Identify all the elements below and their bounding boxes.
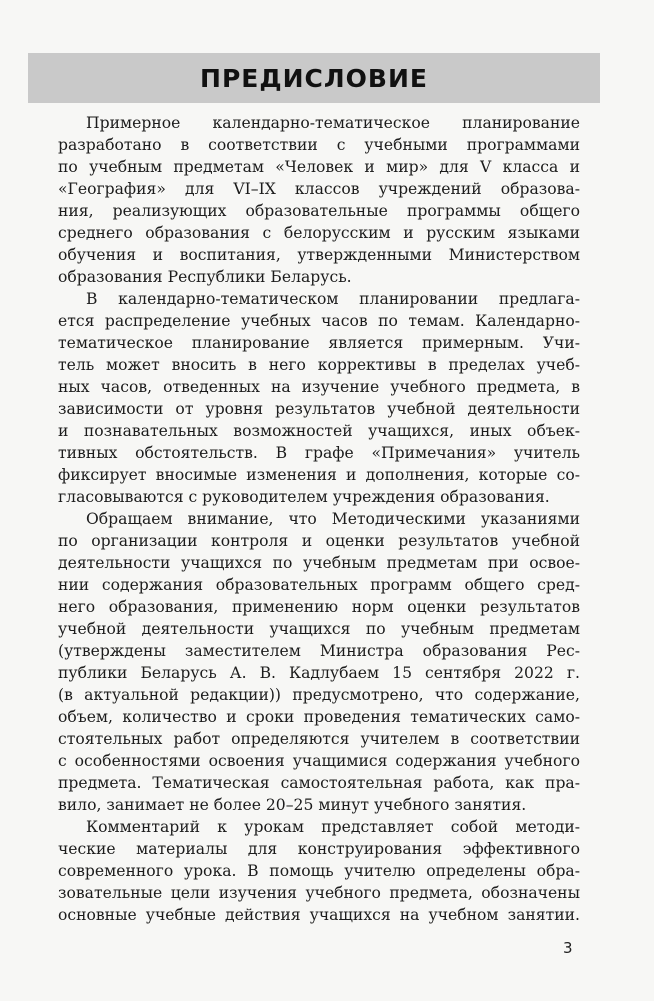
text-line: зовательные цели изучения учебного предмета, обозначены [58,884,580,902]
text-line: разработано в соответствии с учебными программами [58,136,580,154]
text-line: образования Республики Беларусь. [58,268,352,286]
text-line: предмета. Тематическая самостоятельная работа, как пра- [58,774,580,792]
text-line: современного урока. В помощь учителю определены обра- [58,862,580,880]
text-line: (в актуальной редакции)) предусмотрено, что содержание, [58,686,580,704]
text-line: Комментарий к урокам представляет собой методи- [86,818,580,836]
text-line: среднего образования с белорусским и русским языками [58,224,580,242]
text-line: гласовываются с руководителем учреждения образования. [58,488,550,506]
text-line: тель может вносить в него коррективы в пределах учеб- [58,356,580,374]
text-line: объем, количество и сроки проведения тематических само- [58,708,580,726]
page-title: ПРЕДИСЛОВИЕ [200,63,428,93]
heading-banner [28,53,600,103]
paragraph-planning [58,288,580,508]
text-line: Обращаем внимание, что Методическими указаниями [86,510,580,528]
paragraph-commentary [58,816,580,926]
text-line: тивных обстоятельств. В графе «Примечания» учитель [58,444,580,462]
text-line: (утверждены заместителем Министра образования Рес- [58,642,580,660]
text-line: нии содержания образовательных программ общего сред- [58,576,580,594]
text-line: вило, занимает не более 20–25 минут учебного занятия. [58,796,527,814]
text-line: по организации контроля и оценки результатов учебной [58,532,580,550]
text-line: него образования, применению норм оценки результатов [58,598,580,616]
paragraph-intro [58,112,580,288]
text-line: и познавательных возможностей учащихся, иных объек- [58,422,580,440]
text-line: Примерное календарно-тематическое планирование [86,114,580,132]
text-line: ных часов, отведенных на изучение учебного предмета, в [58,378,580,396]
text-line: В календарно-тематическом планировании предлага- [86,290,580,308]
text-line: зависимости от уровня результатов учебной деятельности [58,400,580,418]
text-line: ния, реализующих образовательные программы общего [58,202,580,220]
text-line: обучения и воспитания, утвержденными Министерством [58,246,580,264]
text-line: тематическое планирование является примерным. Учи- [58,334,580,352]
text-line: учебной деятельности учащихся по учебным предметам [58,620,580,638]
body-text [58,112,580,926]
text-line: фиксирует вносимые изменения и дополнения, которые со- [58,466,580,484]
text-line: по учебным предметам «Человек и мир» для V класса и [58,158,580,176]
text-line: ческие материалы для конструирования эффективного [58,840,580,858]
text-line: ется распределение учебных часов по темам. Календарно- [58,312,580,330]
text-line: публики Беларусь А. В. Кадлубаем 15 сентября 2022 г. [58,664,580,682]
page-number: 3 [563,939,573,957]
paragraph-methodology [58,508,580,816]
text-line: «География» для VI–IX классов учреждений образова- [58,180,580,198]
text-line: деятельности учащихся по учебным предметам при освое- [58,554,580,572]
text-line: основные учебные действия учащихся на учебном занятии. [58,906,580,924]
text-line: с особенностями освоения учащимися содержания учебного [58,752,580,770]
text-line: стоятельных работ определяются учителем в соответствии [58,730,580,748]
